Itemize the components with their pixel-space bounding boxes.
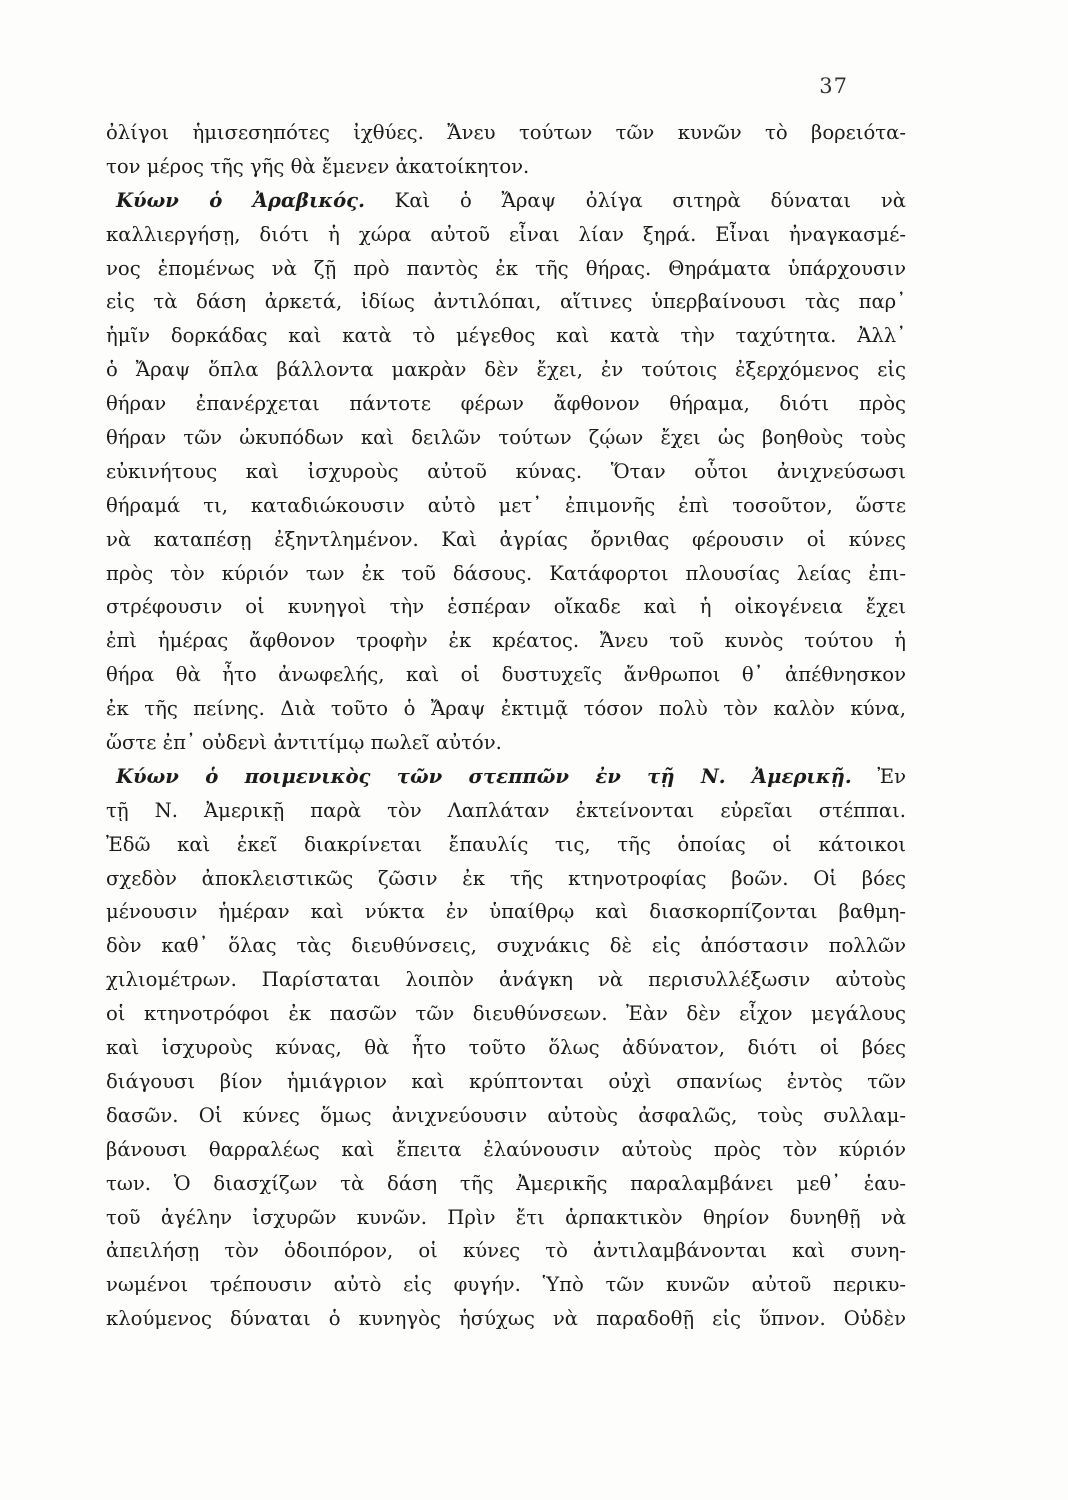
line-text: νος ἑπομένως νὰ ζῇ πρὸ παντὸς ἐκ τῆς θήρας. Θηράματα ὑπάρχουσιν (106, 256, 906, 280)
line-text: ὥστε ἐπ᾿ οὐδενὶ ἀντιτίμῳ πωλεῖ αὐτόν. (106, 731, 502, 755)
line-text: νωμένοι τρέπουσιν αὐτὸ εἰς φυγήν. Ὑπὸ τῶν κυνῶν αὐτοῦ περικυ- (106, 1273, 906, 1297)
text-line (106, 1133, 906, 1167)
line-text: εἰς τὰ δάση ἀρκετά, ἰδίως ἀντιλόπαι, αἵτινες ὑπερβαίνουσι τὰς παρ᾿ (106, 290, 906, 314)
text-line (106, 353, 906, 387)
text-line (106, 319, 906, 353)
text-line (106, 421, 906, 455)
text-line (106, 1167, 906, 1201)
line-text: βάνουσι θαρραλέως καὶ ἔπειτα ἐλαύνουσιν αὐτοὺς πρὸς τὸν κύριόν (106, 1137, 906, 1161)
text-line (106, 455, 906, 489)
text-line (106, 692, 906, 726)
line-text: καλλιεργήσῃ, διότι ἡ χώρα αὐτοῦ εἶναι λίαν ξηρά. Εἶναι ἠναγκασμέ- (106, 222, 906, 246)
line-text: καὶ ἰσχυροὺς κύνας, θὰ ἦτο τοῦτο ὅλως ἀδύνατον, διότι οἱ βόες (106, 1036, 906, 1060)
text-line (106, 760, 906, 794)
section-heading: Κύων ὁ Ἀραβικός. (116, 188, 365, 212)
line-text: θήραμά τι, καταδιώκουσιν αὐτὸ μετ᾿ ἐπιμονῆς ἐπὶ τοσοῦτον, ὥστε (106, 493, 906, 517)
line-text: νὰ καταπέσῃ ἐξηντλημένον. Καὶ ἀγρίας ὄρνιθας φέρουσιν οἱ κύνες (106, 527, 906, 551)
text-line (106, 963, 906, 997)
text-line (106, 218, 906, 252)
line-text: πρὸς τὸν κύριόν των ἐκ τοῦ δάσους. Κατάφορτοι πλουσίας λείας ἐπι- (106, 561, 906, 585)
text-line (106, 828, 906, 862)
text-line (106, 184, 906, 218)
text-line (106, 1065, 906, 1099)
section-heading: Κύων ὁ ποιμενικὸς τῶν στεππῶν ἐν τῇ Ν. Ἀμερικῇ. (116, 764, 852, 788)
line-text: θήρα θὰ ἦτο ἀνωφελής, καὶ οἱ δυστυχεῖς ἄνθρωποι θ᾿ ἀπέθνησκον (106, 663, 906, 687)
line-text: ὀλίγοι ἡμισεσηπότες ἰχθύες. Ἄνευ τούτων τῶν κυνῶν τὸ βορειότα- (106, 121, 906, 144)
text-line (106, 489, 906, 523)
text-line (106, 1234, 906, 1268)
line-text: στρέφουσιν οἱ κυνηγοὶ τὴν ἑσπέραν οἴκαδε καὶ ἡ οἰκογένεια ἔχει (106, 595, 906, 619)
line-text: σχεδὸν ἀποκλειστικῶς ζῶσιν ἐκ τῆς κτηνοτροφίας βοῶν. Οἱ βόες (106, 866, 906, 890)
line-text: δασῶν. Οἱ κύνες ὅμως ἀνιχνεύουσιν αὐτοὺς ἀσφαλῶς, τοὺς συλλαμ- (106, 1103, 906, 1127)
text-line (106, 726, 906, 760)
text-line (106, 285, 906, 319)
line-text: διάγουσι βίον ἡμιάγριον καὶ κρύπτονται οὐχὶ σπανίως ἐντὸς τῶν (106, 1069, 906, 1093)
line-text: χιλιομέτρων. Παρίσταται λοιπὸν ἀνάγκη νὰ περισυλλέξωσιν αὐτοὺς (106, 968, 906, 992)
text-line (106, 1099, 906, 1133)
text-line (106, 1031, 906, 1065)
text-line (106, 1268, 906, 1302)
text-line (106, 557, 906, 591)
line-text: τῇ Ν. Ἀμερικῇ παρὰ τὸν Λαπλάταν ἐκτείνονται εὐρεῖαι στέππαι. (106, 798, 906, 822)
line-text: θήραν ἐπανέρχεται πάντοτε φέρων ἄφθονον θήραμα, διότι πρὸς (106, 392, 906, 416)
line-text: ἡμῖν δορκάδας καὶ κατὰ τὸ μέγεθος καὶ κατὰ τὴν ταχύτητα. Ἀλλ᾿ (106, 324, 906, 348)
text-line (106, 929, 906, 963)
line-text: ἐκ τῆς πείνης. Διὰ τοῦτο ὁ Ἄραψ ἐκτιμᾷ τόσον πολὺ τὸν καλὸν κύνα, (106, 697, 906, 721)
text-line (106, 116, 906, 150)
text-line (106, 590, 906, 624)
line-text: Καὶ ὁ Ἄραψ ὀλίγα σιτηρὰ δύναται νὰ (364, 188, 906, 212)
text-line (106, 150, 906, 184)
line-text: θήραν τῶν ὠκυπόδων καὶ δειλῶν τούτων ζῴων ἔχει ὡς βοηθοὺς τοὺς (106, 426, 906, 450)
text-line (106, 997, 906, 1031)
page-number: 37 (819, 74, 848, 98)
text-line (106, 624, 906, 658)
text-line (106, 1201, 906, 1235)
line-text: δὸν καθ᾿ ὅλας τὰς διευθύνσεις, συχνάκις δὲ εἰς ἀπόστασιν πολλῶν (106, 934, 906, 958)
line-text: κλούμενος δύναται ὁ κυνηγὸς ἡσύχως νὰ παραδοθῇ εἰς ὕπνον. Οὐδὲν (106, 1307, 906, 1331)
line-text: Ἐν (851, 764, 906, 788)
text-line (106, 895, 906, 929)
text-line (106, 794, 906, 828)
line-text: μένουσιν ἡμέραν καὶ νύκτα ἐν ὑπαίθρῳ καὶ διασκορπίζονται βαθμη- (106, 900, 906, 924)
text-line (106, 658, 906, 692)
line-text: ἀπειλήσῃ τὸν ὁδοιπόρον, οἱ κύνες τὸ ἀντιλαμβάνονται καὶ συνη- (106, 1239, 906, 1263)
line-text: των. Ὁ διασχίζων τὰ δάση τῆς Ἀμερικῆς παραλαμβάνει μεθ᾿ ἑαυ- (106, 1171, 906, 1195)
text-line (106, 252, 906, 286)
body-text (106, 116, 906, 1336)
line-text: εὐκινήτους καὶ ἰσχυροὺς αὐτοῦ κύνας. Ὅταν οὗτοι ἀνιχνεύσωσι (106, 459, 906, 483)
text-line (106, 1302, 906, 1336)
line-text: ἐπὶ ἡμέρας ἄφθονον τροφὴν ἐκ κρέατος. Ἄνευ τοῦ κυνὸς τούτου ἡ (106, 629, 906, 653)
line-text: οἱ κτηνοτρόφοι ἐκ πασῶν τῶν διευθύνσεων. Ἐὰν δὲν εἶχον μεγάλους (106, 1002, 906, 1026)
text-line (106, 387, 906, 421)
text-line (106, 862, 906, 896)
line-text: τον μέρος τῆς γῆς θὰ ἔμενεν ἀκατοίκητον. (106, 154, 530, 178)
line-text: τοῦ ἀγέλην ἰσχυρῶν κυνῶν. Πρὶν ἔτι ἁρπακτικὸν θηρίον δυνηθῇ νὰ (106, 1205, 906, 1229)
line-text: ὁ Ἄραψ ὅπλα βάλλοντα μακρὰν δὲν ἔχει, ἐν τούτοις ἐξερχόμενος εἰς (106, 358, 906, 382)
text-line (106, 523, 906, 557)
line-text: Ἐδῶ καὶ ἐκεῖ διακρίνεται ἔπαυλίς τις, τῆς ὁποίας οἱ κάτοικοι (106, 832, 906, 856)
